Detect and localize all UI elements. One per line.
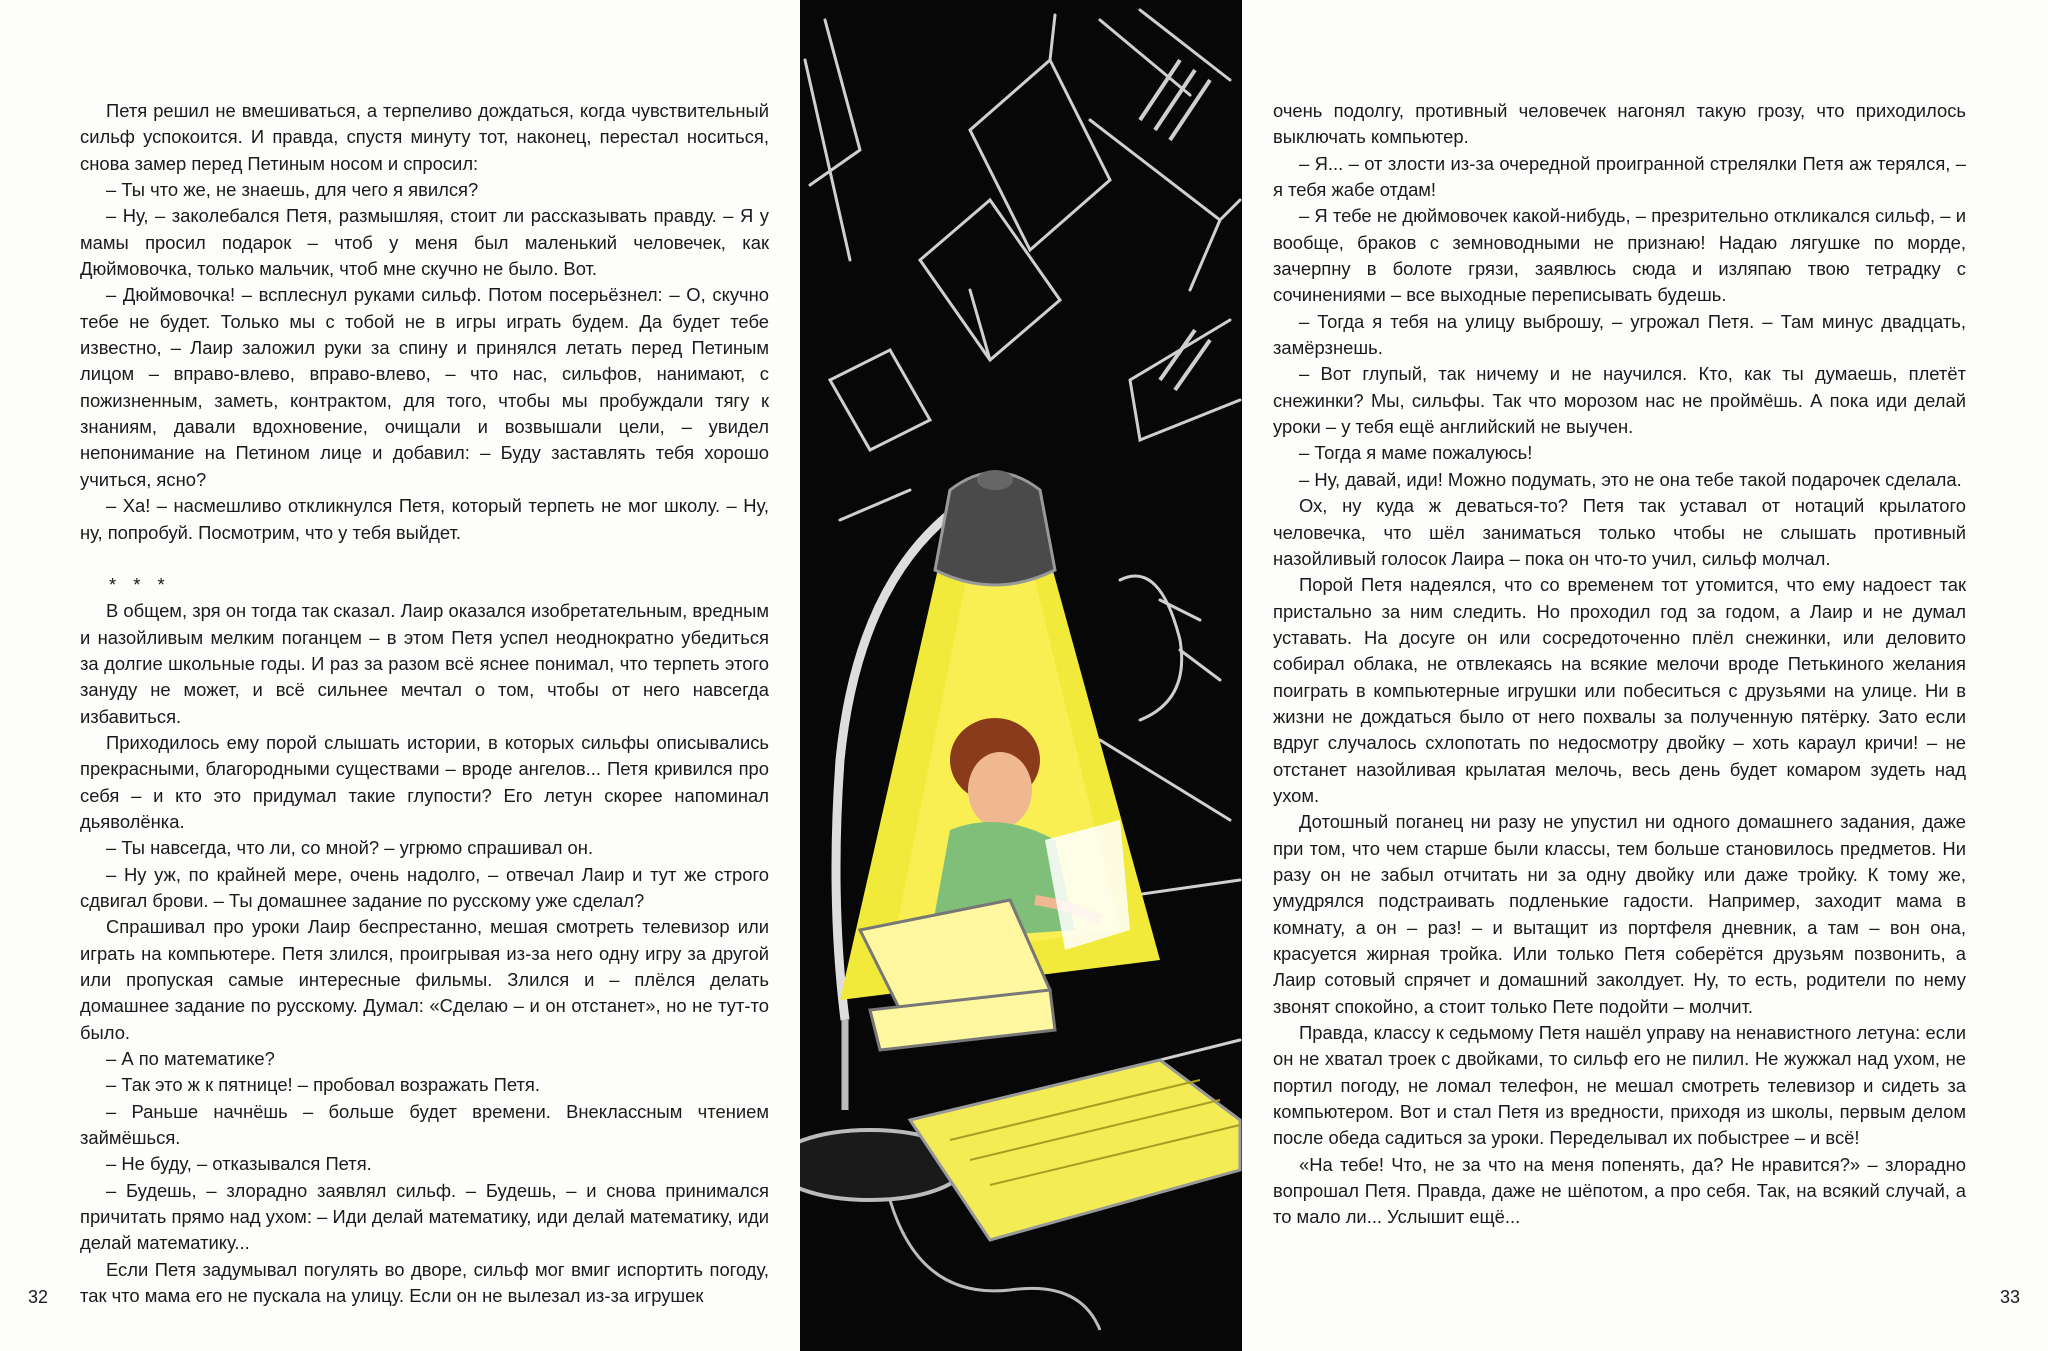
- paragraph: – Тогда я тебя на улицу выброшу, – угрожал Петя. – Там минус двадцать, замёрзнешь.: [1273, 310, 1966, 359]
- paragraph: – Будешь, – злорадно заявлял сильф. – Будешь, – и снова принимался причитать прямо над ухом: – Иди делай математику, иди делай математику, иди делай математику...: [80, 1179, 769, 1254]
- page-number: 33: [1999, 1287, 2020, 1307]
- paragraph: – Раньше начнёшь – больше будет времени. Внеклассным чтением займёшься.: [80, 1100, 769, 1149]
- paragraph: Приходилось ему порой слышать истории, в которых сильфы описывались прекрасными, благородными существами – вроде ангелов... Петя кривился про себя – и кто это придумал такие глупости? Его летун скорее напоминал дьяволёнка.: [80, 731, 769, 832]
- paragraph: – Тогда я маме пожалуюсь!: [1299, 442, 1533, 464]
- paragraph: – А по математике?: [106, 1048, 275, 1070]
- paragraph: Если Петя задумывал погулять во дворе, сильф мог вмиг испортить погоду, так что мама его не пускала на улицу. Если он не вылезал из-за игрушек: [80, 1258, 769, 1307]
- paragraph: «На тебе! Что, не за что на меня попенять, да? Не нравится?» – злорадно вопрошал Петя. Правда, даже не шёпотом, а про себя. Так, на всякий случай, а то мало ли... Услышит ещё...: [1273, 1153, 1966, 1228]
- paragraph: – Ты что же, не знаешь, для чего я явился?: [106, 179, 479, 201]
- illustration-boy-at-desk: [800, 0, 1242, 1351]
- paragraph: – Так это ж к пятнице! – пробовал возражать Петя.: [106, 1074, 540, 1096]
- right-page: [1242, 0, 2048, 1351]
- right-page-text: [1273, 98, 1966, 1231]
- paragraph: – Ха! – насмешливо откликнулся Петя, который терпеть не мог школу. – Ну, ну, попробуй. Посмотрим, что у тебя выйдет.: [80, 495, 769, 543]
- paragraph: – Ну, – заколебался Петя, размышляя, стоит ли рассказывать правду. – Я у мамы просил подарок – чтоб у меня был маленький человечек, как Дюймовочка, только мальчик, чтоб мне скучно не было. Вот.: [80, 205, 769, 280]
- paragraph: – Ну, давай, иди! Можно подумать, это не она тебе такой подарочек сделала.: [1299, 468, 1962, 490]
- paragraph: – Вот глупый, так ничему и не научился. Кто, как ты думаешь, плетёт снежинки? Мы, сильфы. Так что морозом нас не проймёшь. А пока иди делай уроки – у тебя ещё английский не выучен.: [1273, 363, 1966, 438]
- paragraph: Правда, классу к седьмому Петя нашёл управу на ненавистного летуна: если он не хватал троек с двойками, то сильф его не пилил. Не жужжал над ухом, не портил погоду, не ломал телефон, не мешал смотреть телевизор и сидеть за компьютером. Вот и стал Петя из вредности, приходя из школы, первым делом после обеда садиться за уроки. Переделывал их побыстрее – и всё!: [1273, 1022, 1966, 1149]
- page-number: 32: [28, 1287, 49, 1307]
- paragraph: – Дюймовочка! – всплеснул руками сильф. Потом посерьёзнел: – О, скучно тебе не будет. Только мы с тобой не в игры играть будем. Да будет тебе известно, – Лаир заложил руки за спину и принялся летать перед Петиным лицом – вправо-влево, вправо-влево, – что нас, сильфов, нанимают, с пожизненным, заметь, контрактом, для того, чтобы мы пробуждали тягу к знаниям, давали вдохновение, очищали и возвышали цели, – увидел непонимание на Петином лице и добавил: – Буду заставлять тебя хорошо учиться, ясно?: [80, 284, 769, 490]
- paragraph: – Не буду, – отказывался Петя.: [106, 1153, 372, 1175]
- paragraph: – Ты навсегда, что ли, со мной? – угрюмо спрашивал он.: [106, 837, 594, 859]
- left-page: [0, 0, 800, 1351]
- paragraph: В общем, зря он тогда так сказал. Лаир оказался изобретательным, вредным и назойливым мелким поганцем – в этом Петя успел неоднократно убедиться за долгие школьные годы. И раз за разом всё яснее понимал, что терпеть этого зануду не может, и всё сильнее мечтал о том, чтобы от него навсегда избавиться.: [80, 600, 769, 727]
- paragraph: Петя решил не вмешиваться, а терпеливо дождаться, когда чувствительный сильф успокоится. И правда, спустя минуту тот, наконец, перестал носиться, снова замер перед Петиным носом и спросил:: [80, 100, 769, 174]
- section-separator: * * *: [109, 573, 171, 595]
- left-page-text: [80, 98, 769, 1309]
- paragraph: очень подолгу, противный человечек нагонял такую грозу, что приходилось выключать компьютер.: [1273, 100, 1966, 148]
- paragraph: – Я тебе не дюймовочек какой-нибудь, – презрительно откликался сильф, – и вообще, браков с земноводными не признаю! Надаю лягушке по морде, зачерпну в болоте грязи, заявлюсь сюда и изляпаю твою тетрадку с сочинениями – все выходные переписывать будешь.: [1273, 205, 1966, 306]
- paragraph: – Я... – от злости из-за очередной проигранной стрелялки Петя аж терялся, – я тебя жабе отдам!: [1273, 152, 1966, 201]
- paragraph: Дотошный поганец ни разу не упустил ни одного домашнего задания, даже при том, что чем старше были классы, тем больше становилось предметов. Ни разу он не забыл отчитать ни за одну двойку или даже тройку. К тому же, умудрялся подстраивать подленькие гадости. Например, заходит мама в комнату, а он – раз! – и вытащит из портфеля дневник, а там – вон она, красуется жирная тройка. Или только Петя соберётся друзьям позвонить, а Лаир сотовый спрячет и домашний заколдует. Ну, то есть, родители по нему звонят спокойно, а стоит только Пете подойти – молчит.: [1273, 811, 1966, 1017]
- paragraph: – Ну уж, по крайней мере, очень надолго, – отвечал Лаир и тут же строго сдвигал брови. – Ты домашнее задание по русскому уже сделал?: [80, 863, 769, 911]
- paragraph: Спрашивал про уроки Лаир беспрестанно, мешая смотреть телевизор или играть на компьютере. Петя злился, проигрывая из-за него одну игру за другой или пропуская самые интересные фильмы. Злился и – плёлся делать домашнее задание по русскому. Думал: «Сделаю – и он отстанет», но не тут-то было.: [80, 916, 769, 1043]
- paragraph: Порой Петя надеялся, что со временем тот утомится, что ему надоест так пристально за ним следить. Но проходил год за годом, а Лаир и не думал уставать. На досуге он или сосредоточенно плёл снежинки, или деловито собирал облака, не отвлекаясь на всякие мелочи вроде Петькиного желания поиграть в компьютерные игрушки или побеситься с друзьями на улице. Ни в жизни не дождаться было от него похвалы за полученную пятёрку. Зато если вдруг случалось схлопотать по недосмотру двойку – хоть караул кричи! – не отстанет назойливая крылатая мелочь, весь день будет комаром зудеть над ухом.: [1273, 574, 1966, 806]
- paragraph: Ох, ну куда ж деваться-то? Петя так уставал от нотаций крылатого человечка, что шёл заниматься только чтобы не слышать противный назойливый голосок Лаира – пока он что-то учил, сильф молчал.: [1273, 495, 1966, 569]
